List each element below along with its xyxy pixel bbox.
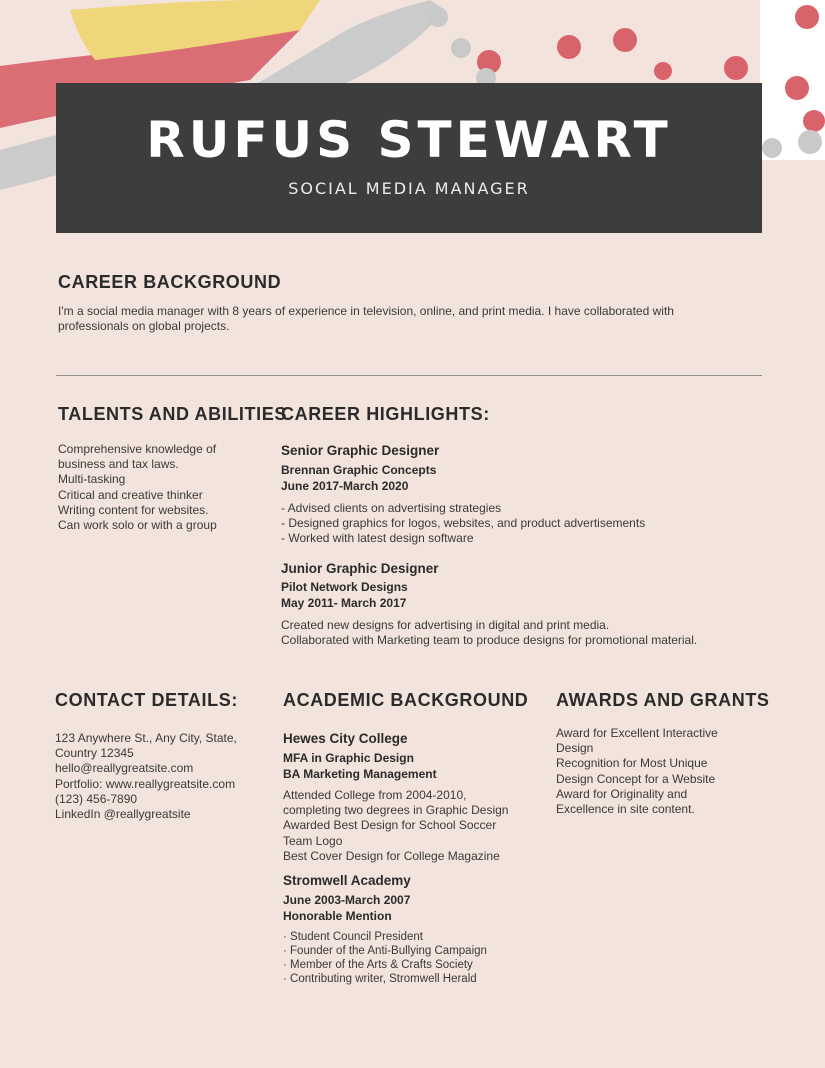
candidate-role: SOCIAL MEDIA MANAGER [288,179,530,198]
header-banner [56,83,762,233]
job-details: - Advised clients on advertising strategies - Designed graphics for logos, websites, and product advertisements - Worked with latest design software [281,501,646,546]
school-dates-honors: June 2003-March 2007 Honorable Mention [283,893,411,923]
job-company-dates: Brennan Graphic Concepts June 2017-March 2020 [281,463,437,493]
job-details: Created new designs for advertising in digital and print media. Collaborated with Marketing team to produce designs for promotional material. [281,618,698,648]
awards-list: Award for Excellent Interactive Design Recognition for Most Unique Design Concept for a Website Award for Originality and Excellence in site content. [556,726,718,817]
phone-text: (123) 456-7890 [55,791,138,806]
email-text: hello@reallygreatsite.com [55,761,194,776]
school-details: Attended College from 2004-2010, completing two degrees in Graphic Design Awarded Best Design for School Soccer Team Logo Best Cover Design for College Magazine [283,788,509,863]
school-degrees: MFA in Graphic Design BA Marketing Management [283,751,437,781]
job-company-dates: Pilot Network Designs May 2011- March 2017 [281,580,408,610]
portfolio-text: Portfolio: www.reallygreatsite.com [55,776,236,791]
job-title: Senior Graphic Designer [281,443,440,458]
career-highlights-heading: CAREER HIGHLIGHTS: [281,404,490,424]
school-details: · Student Council President · Founder of the Anti-Bullying Campaign · Member of the Arts & Crafts Society · Contributing writer, Stromwell Herald [283,931,487,985]
awards-heading: AWARDS AND GRANTS [556,690,770,710]
talents-heading: TALENTS AND ABILITIES [58,404,287,424]
linkedin-text: LinkedIn @reallygreatsite [55,807,191,822]
candidate-name: RUFUS STEWART [146,111,672,169]
career-background-text: I'm a social media manager with 8 years of experience in television, online, and print media. I have collaborated with professionals on global projects. [58,304,674,334]
job-title: Junior Graphic Designer [281,561,439,576]
school-name: Hewes City College [283,731,408,746]
section-divider [56,375,762,376]
contact-list: 123 Anywhere St., Any City, State, Country 12345 hello@reallygreatsite.com Portfolio: www.reallygreatsite.com (123) 456-7890 LinkedIn @reallygreatsite [55,731,270,822]
talents-list: Comprehensive knowledge of business and tax laws. Multi-tasking Critical and creative thinker Writing content for websites. Can work solo or with a group [58,442,217,533]
career-background-heading: CAREER BACKGROUND [58,272,282,292]
contact-heading: CONTACT DETAILS: [55,690,238,710]
school-name: Stromwell Academy [283,873,411,888]
academic-heading: ACADEMIC BACKGROUND [283,690,529,710]
